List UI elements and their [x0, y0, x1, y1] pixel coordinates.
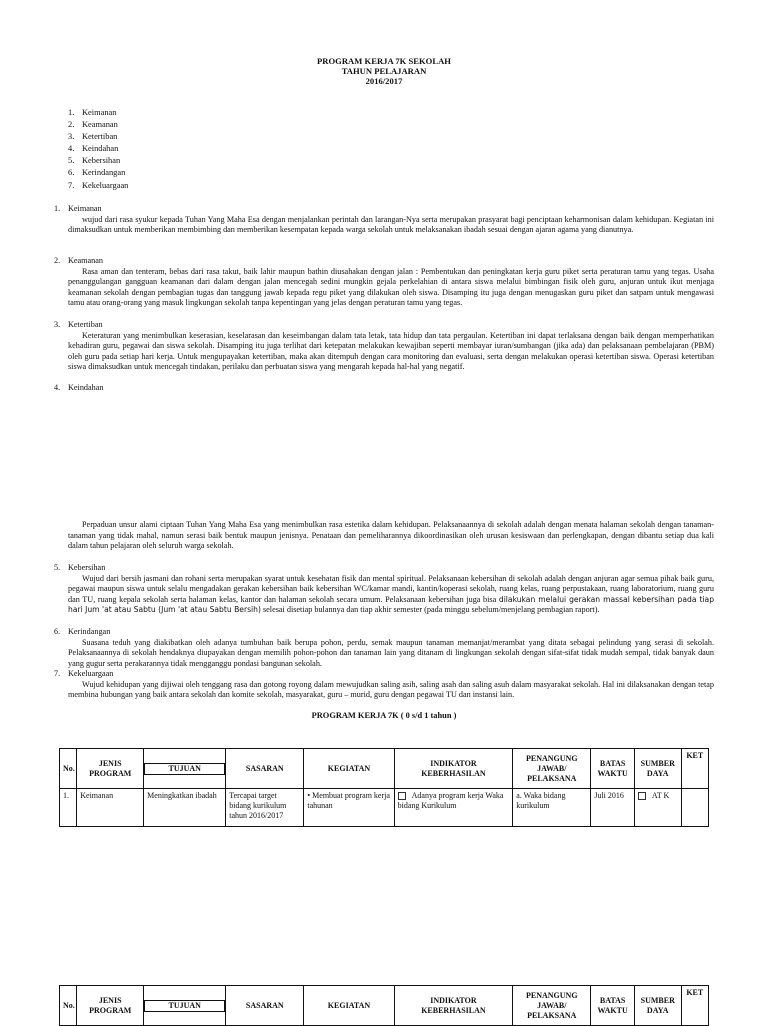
section-body: Wujud kehidupan yang dijiwai oleh tenggang rasa dan gotong royong dalam mewujudkan saling asih, saling asah dan saling asuh dalam masyarakat sekolah. Hal ini dilaksanakan dengan tetap membina hubungan yang baik antara sekolah dan komite sekolah, masyarakat, guru – murid, guru dengan pegawai TU dan instansi lain.: [68, 679, 714, 700]
header-ket: KET: [681, 749, 708, 789]
toc-item: 6. Kerindangan: [68, 168, 126, 178]
header-sasaran: SASARAN: [226, 749, 304, 789]
section-body: wujud dari rasa syukur kepada Tuhan Yang Maha Esa dengan menjalankan perintah dan larangan-Nya serta merupakan prasyarat bagi penciptaan keharmonisan dalam kehidupan. Kegiatan ini dimaksudkan untuk memberikan membimbing dan memberikan kesempatan kepada warga sekolah untuk melaksanakan ibadah sesuai dengan ajaran agama yang dianutnya.: [68, 214, 714, 235]
doc-title-line2: TAHUN PELAJARAN: [341, 66, 427, 76]
checkbox-icon: [638, 792, 646, 800]
toc-list: [68, 107, 128, 192]
cell-indikator: Adanya program kerja Waka bidang Kurikulum: [394, 789, 513, 827]
section-kerindangan: [54, 627, 714, 669]
toc-item: 5. Kebersihan: [68, 156, 121, 166]
header-ket: KET: [681, 986, 708, 1026]
header-penanggung: PENANGUNG JAWAB/ PELAKSANA: [513, 986, 591, 1026]
section-keindahan-heading: [54, 383, 714, 394]
toc-item: 7. Kekeluargaan: [68, 180, 129, 190]
section-keimanan: [54, 204, 714, 236]
checkbox-icon: [398, 792, 406, 800]
section-heading: 2. Keamanan: [54, 256, 104, 265]
section-heading: 3. Ketertiban: [54, 320, 103, 329]
header-kegiatan: KEGIATAN: [304, 749, 394, 789]
cell-tujuan: Meningkatkan ibadah: [144, 789, 226, 827]
toc-item: 2. Keamanan: [68, 120, 118, 130]
program-table-continued: [59, 985, 709, 1026]
header-tujuan: TUJUAN: [144, 749, 226, 789]
cell-sumber: AT K: [634, 789, 681, 827]
section-heading: 4. Keindahan: [54, 383, 104, 392]
table-header-row: [60, 749, 709, 789]
section-heading: 1. Keimanan: [54, 204, 102, 213]
cell-sasaran: Tercapai target bidang kurikulum tahun 2016/2017: [226, 789, 304, 827]
header-no: No.: [60, 749, 77, 789]
program-table: [59, 748, 709, 827]
header-jenis: JENIS PROGRAM: [77, 986, 144, 1026]
section-body: Suasana teduh yang diakibatkan oleh adanya tumbuhan baik berupa pohon, perdu, semak maupun tanaman memanjat/merambat yang ditata sebagai pelindung yang serasi di sekolah. Pelaksanaannya di sekolah hendaknya diupayakan dengan memilih pohon-pohon dan tanaman lain yang ditanam di lingkungan sekolah dengan sifat-sifat tidak mudah sempal, tidak banyak daun yang gugur serta perakarannya tidak mengganggu pondasi bangunan sekolah.: [68, 637, 714, 668]
section-ketertiban: [54, 320, 714, 373]
doc-title-line1: PROGRAM KERJA 7K SEKOLAH: [317, 56, 451, 66]
header-sasaran: SASARAN: [226, 986, 304, 1026]
header-no: No.: [60, 986, 77, 1026]
toc-item: 1. Keimanan: [68, 108, 117, 117]
section-kekeluargaan: [54, 669, 714, 701]
cell-penanggung: a. Waka bidang kurikulum: [513, 789, 591, 827]
toc-item: 4. Keindahan: [68, 144, 119, 154]
program-title: PROGRAM KERJA 7K ( 0 s/d 1 tahun ): [311, 711, 457, 720]
section-keindahan-body: [54, 520, 714, 552]
header-sumber: SUMBER DAYA: [634, 986, 681, 1026]
section-body: Keteraturan yang menimbulkan keserasian, keselarasan dan keseimbangan dalam tata letak, tata hidup dan tata pergaulan. Ketertiban ini dapat terlaksana dengan baik dengan memperhatikan kehadiran guru, pegawai dan siswa sekolah. Disamping itu juga terlihat dari ketepatan melakukan kewajiban seperti membayar iuran/sumbangan (jika ada) dan pelaksanaan pembelajaran (PBM) oleh guru pada setiap hari kerja. Untuk mengupayakan ketertiban, maka akan ditempuh dengan cara monitoring dan evaluasi, serta dengan melakukan operasi ketertiban siswa. Operasi ketertiban siswa dimaksudkan untuk mencegah tindakan, perilaku dan perbuatan siswa yang mengarah kepada hal-hal yang negatif.: [68, 330, 714, 372]
header-sumber: SUMBER DAYA: [634, 749, 681, 789]
header-jenis: JENIS PROGRAM: [77, 749, 144, 789]
section-heading: 6. Kerindangan: [54, 627, 111, 636]
header-batas: BATAS WAKTU: [591, 986, 635, 1026]
header-kegiatan: KEGIATAN: [304, 986, 394, 1026]
header-indikator: INDIKATOR KEBERHASILAN: [394, 749, 513, 789]
header-indikator: INDIKATOR KEBERHASILAN: [394, 986, 513, 1026]
header-batas: BATAS WAKTU: [591, 749, 635, 789]
doc-title-line3: 2016/2017: [365, 76, 403, 86]
header-tujuan: TUJUAN: [144, 986, 226, 1026]
cell-jenis: Keimanan: [77, 789, 144, 827]
section-heading: 5. Kebersihan: [54, 563, 106, 572]
table-row: [60, 789, 709, 827]
section-body: Wujud dari bersih jasmani dan rohani serta merupakan syarat untuk kesehatan fisik dan mental spiritual. Pelaksanaan kebersihan di sekolah adalah dengan anjuran agar semua pihak baik guru, pegawai maupun siswa untuk selalu mengadakan gerakan kebersihan baik kebersihan WC/kamar mandi, kantin/koperasi sekolah, ruang kelas, ruang perpustakaan, ruang laboratorium, ruang guru dan TU, ruang kepala sekolah serta halaman kelas, kantor dan halaman sekolah secara umum. Pelaksanaan kebersihan juga bisa dilakukan melalui gerakan massal kebersihan pada tiap hari Jum 'at atau Sabtu (Jum 'at atau Sabtu Bersih) selesai disetiap bulannya dan tiap akhir semester (pada minggu sebelum/menjelang pembagian raport).: [68, 573, 715, 615]
table-header-row: [60, 986, 709, 1026]
section-body: Rasa aman dan tenteram, bebas dari rasa takut, baik lahir maupun bathin diusahakan dengan jalan : Pembentukan dan peningkatan kerja guru piket serta peraturan tamu yang tegas. Usaha penanggulangan gangguan keamanan dari dalam dengan jalan mencegah sedini mungkin gejala perkelahian di antara siswa melalui bimbingan fisik oleh guru, anjuran untuk ikut menjaga keamanan sekolah dengan pembagian tugas dan tanggung jawab kepada regu piket yang dilakukan oleh siswa. Disamping itu juga dengan menugaskan guru piket dan satpam untuk mengawasi tamu atau orang-orang yang masuk lingkungan sekolah tanpa kepentingan yang jelas dengan peraturan tamu yang tegas.: [68, 266, 714, 308]
section-keamanan: [54, 256, 714, 309]
cell-kegiatan: • Membuat program kerja tahunan: [304, 789, 394, 827]
section-heading: 7. Kekeluargaan: [54, 669, 114, 678]
cell-no: 1.: [60, 789, 77, 827]
sans-run-text: dilakukan melalui gerakan massal kebersihan pada tiap hari Jum 'at atau Sabtu (Jum 'at atau Sabtu Bersih): [68, 594, 715, 615]
header-penanggung: PENANGUNG JAWAB/ PELAKSANA: [513, 749, 591, 789]
cell-ket: [681, 789, 708, 827]
toc-item: 3. Ketertiban: [68, 132, 118, 142]
cell-batas: Juli 2016: [591, 789, 635, 827]
section-kebersihan: [54, 563, 714, 616]
section-body: Perpaduan unsur alami ciptaan Tuhan Yang Maha Esa yang menimbulkan rasa estetika dalam kehidupan. Pelaksanaannya di sekolah adalah dengan menata halaman sekolah dengan tanaman-tanaman yang tidak mahal, namun serasi baik bentuk maupun jenisnya. Penataan dan pemeliharannya dikoordinasikan oleh urusan kesiswaan dan perlengkapan, dengan dibantu setiap dua kali dalam tahun pelajaran oleh seluruh warga sekolah.: [68, 520, 714, 551]
